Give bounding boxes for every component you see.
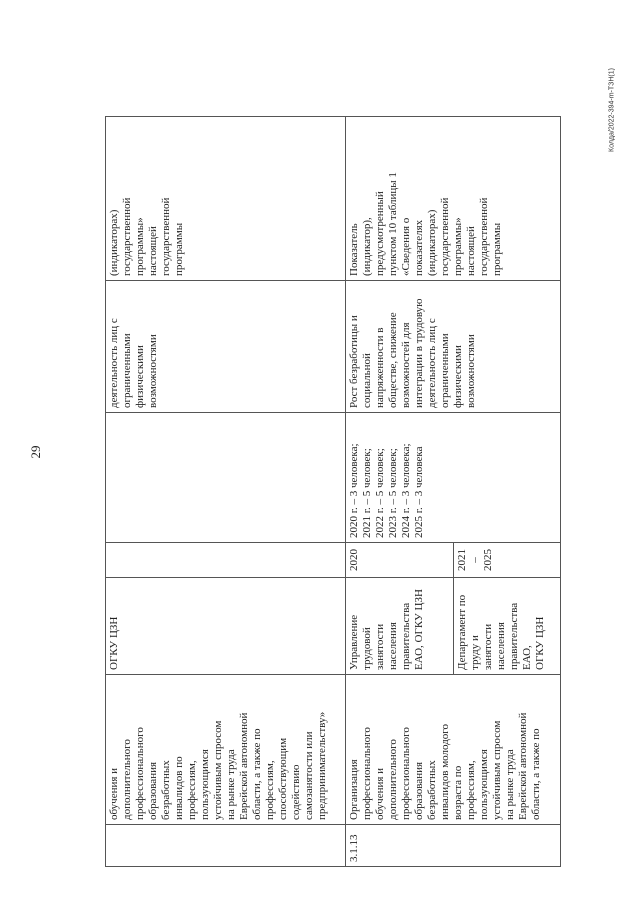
- cell-result: Рост безработицы и социальной напряженности в обществе, снижение возможностей для интеграции в трудовую деятельность лиц с ограниченными физическими возможностями: [346, 281, 561, 413]
- document-code: Колда/2022-394-m-ТЗН(1): [608, 68, 616, 152]
- cell-indicator: (индикаторах) государственной программы» настоящей государственной программы: [106, 117, 346, 281]
- table-row-3-1-13: [346, 117, 454, 867]
- cell-number: 3.1.13: [346, 825, 561, 867]
- cell-event-name: Организация профессионального обучения и дополнительного профессионального образования безработных инвалидов молодого возраста по профессиям, пользующимся устойчивым спросом на рынке труда Еврейской автономной области, а также по: [346, 675, 561, 825]
- cell-result: деятельность лиц с ограниченными физическими возможностями: [106, 281, 346, 413]
- cell-executor: ОГКУ ЦЗН: [106, 578, 346, 675]
- cell-year: 2020: [346, 543, 454, 578]
- cell-year: 2021 – 2025: [454, 543, 561, 578]
- cell-targets: 2020 г. – 3 человека; 2021 г. – 5 человек; 2022 г. – 5 человек; 2023 г. – 5 человек; 2024 г. – 3 человека; 2025 г. – 3 человека: [346, 413, 561, 543]
- cell-indicator: Показатель (индикатор), предусмотренный пунктом 10 таблицы 1 «Сведения о показателях (индикаторах) государственной программы» настоящей государственной программы: [346, 117, 561, 281]
- cell-event-name: обучения и дополнительного профессионального образования безработных инвалидов по профессиям, пользующимся устойчивым спросом на рынке труда Еврейской автономной области, а также по профессиям, способствующим содействию самозанятости или предпринимательству»: [106, 675, 346, 825]
- page-number: 29: [28, 445, 43, 459]
- cell-number: [106, 825, 346, 867]
- table-row-continuation: [106, 117, 346, 867]
- cell-executor: Департамент по труду и занятости населения правительства ЕАО, ОГКУ ЦЗН: [454, 578, 561, 675]
- rotated-table-container: [105, 117, 560, 867]
- cell-targets: [106, 413, 346, 543]
- cell-executor: Управление трудовой занятости населения правительства ЕАО, ОГКУ ЦЗН: [346, 578, 454, 675]
- cell-year: [106, 543, 346, 578]
- program-table: [105, 116, 561, 867]
